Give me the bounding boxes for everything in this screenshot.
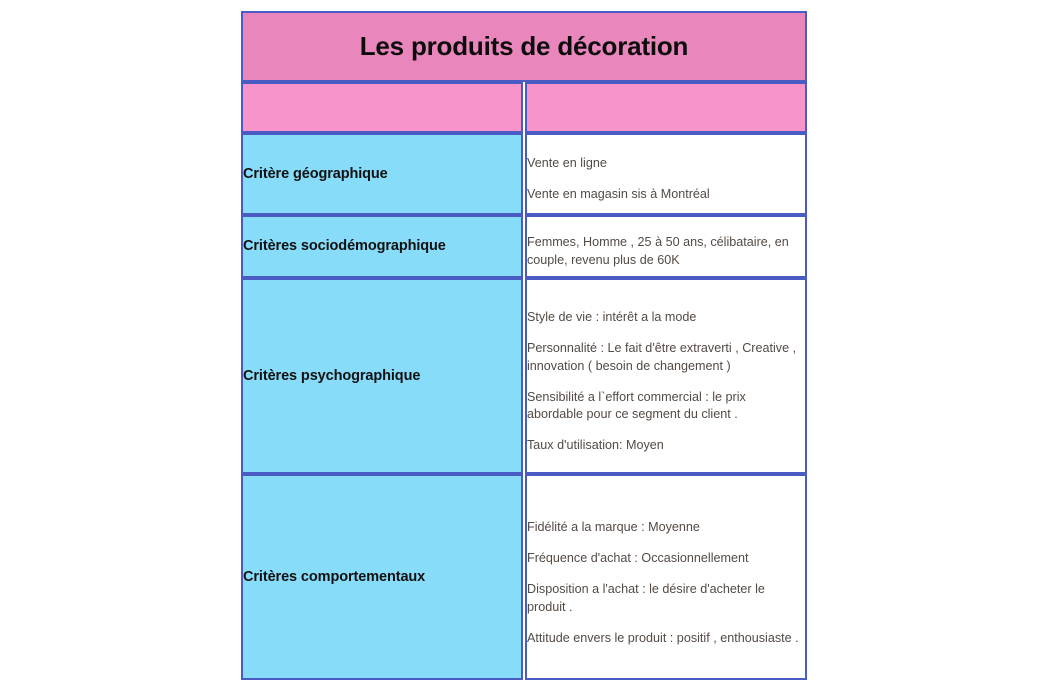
criteria-cell-comportementaux xyxy=(241,474,523,680)
criteria-cell-sociodemographique xyxy=(241,215,523,278)
table-row xyxy=(241,474,807,680)
list-item: Personnalité : Le fait d'être extraverti , Creative , innovation ( besoin de changement ) xyxy=(527,340,797,373)
detail-cell-psychographique xyxy=(525,278,807,474)
list-item: Vente en ligne xyxy=(527,156,607,171)
list-item: Attitude envers le produit : positif , enthousiaste . xyxy=(527,630,799,645)
table-subheader-row xyxy=(241,82,807,133)
detail-cell-comportementaux xyxy=(525,474,807,680)
page-title: Les produits de décoration xyxy=(359,31,689,62)
segmentation-table-container xyxy=(239,11,809,645)
criteria-label: Critères comportementaux xyxy=(243,568,426,585)
detail-list xyxy=(527,234,805,270)
table-title-row xyxy=(241,11,807,82)
detail-cell-sociodemographique xyxy=(525,215,807,278)
detail-list xyxy=(527,309,805,455)
list-item: Fréquence d'achat : Occasionnellement xyxy=(527,551,749,566)
list-item: Sensibilité a l`effort commercial : le prix abordable pour ce segment du client . xyxy=(527,389,746,422)
list-item: Fidélité a la marque : Moyenne xyxy=(527,520,700,535)
criteria-label: Critères psychographique xyxy=(243,367,421,384)
criteria-label: Critère géographique xyxy=(243,165,388,182)
list-item: Style de vie : intérêt a la mode xyxy=(527,309,697,324)
criteria-label: Critères sociodémographique xyxy=(243,238,446,255)
criteria-cell-psychographique xyxy=(241,278,523,474)
detail-list xyxy=(527,519,805,647)
segmentation-table xyxy=(239,11,809,680)
table-row xyxy=(241,278,807,474)
subheader-cell-right xyxy=(525,82,807,133)
table-row xyxy=(241,215,807,278)
criteria-cell-geographique xyxy=(241,133,523,215)
list-item: Disposition a l'achat : le désire d'acheter le produit . xyxy=(527,582,765,614)
table-title-cell xyxy=(241,11,807,82)
detail-list xyxy=(527,155,805,204)
table-row xyxy=(241,133,807,215)
subheader-cell-left xyxy=(241,82,523,133)
list-item: Femmes, Homme , 25 à 50 ans, célibataire, en couple, revenu plus de 60K xyxy=(527,234,789,267)
detail-cell-geographique xyxy=(525,133,807,215)
list-item: Vente en magasin sis à Montréal xyxy=(527,187,710,201)
list-item: Taux d'utilisation: Moyen xyxy=(527,438,664,453)
